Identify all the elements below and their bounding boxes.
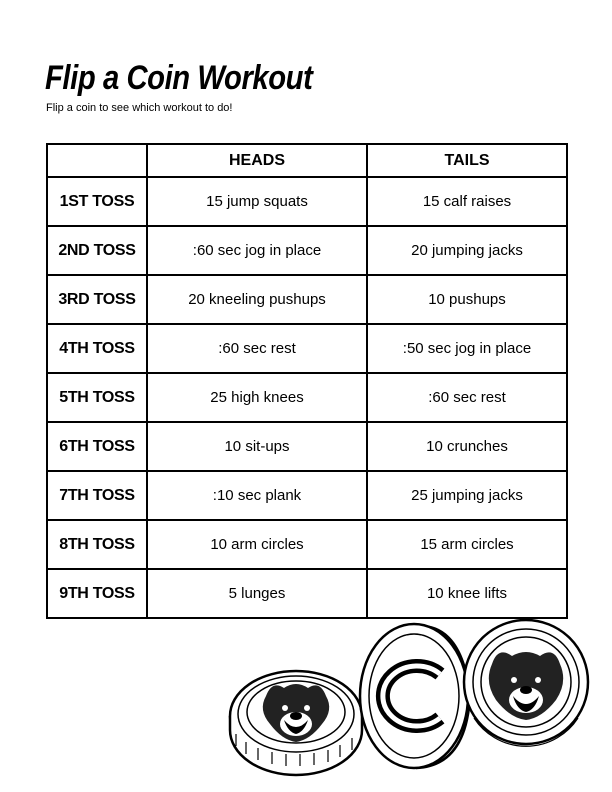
toss-label: 2ND TOSS — [47, 226, 147, 275]
toss-label: 5TH TOSS — [47, 373, 147, 422]
heads-cell: :60 sec rest — [147, 324, 367, 373]
heads-cell: 10 arm circles — [147, 520, 367, 569]
bear-coin-left — [230, 671, 362, 775]
tails-cell: 20 jumping jacks — [367, 226, 567, 275]
table-row — [47, 471, 567, 520]
heads-cell: 15 jump squats — [147, 177, 367, 226]
table-row — [47, 275, 567, 324]
coins-illustration — [226, 606, 606, 786]
heads-cell: :60 sec jog in place — [147, 226, 367, 275]
header-heads: HEADS — [147, 144, 367, 177]
table-row — [47, 373, 567, 422]
table-row — [47, 520, 567, 569]
table-row — [47, 177, 567, 226]
tails-cell: 10 crunches — [367, 422, 567, 471]
tails-cell: :50 sec jog in place — [367, 324, 567, 373]
page-subtitle: Flip a coin to see which workout to do! — [46, 102, 233, 114]
heads-cell: 20 kneeling pushups — [147, 275, 367, 324]
tails-cell: 10 pushups — [367, 275, 567, 324]
toss-label: 6TH TOSS — [47, 422, 147, 471]
toss-label: 9TH TOSS — [47, 569, 147, 618]
toss-label: 1ST TOSS — [47, 177, 147, 226]
tails-cell: 10 knee lifts — [367, 569, 567, 618]
page-title: Flip a Coin Workout — [45, 59, 313, 97]
table-row — [47, 226, 567, 275]
table-header-row — [47, 144, 567, 177]
tails-cell: 25 jumping jacks — [367, 471, 567, 520]
heads-cell: 25 high knees — [147, 373, 367, 422]
table-row — [47, 324, 567, 373]
heads-cell: :10 sec plank — [147, 471, 367, 520]
toss-label: 3RD TOSS — [47, 275, 147, 324]
header-blank — [47, 144, 147, 177]
c-logo-coin — [360, 624, 470, 768]
table-row — [47, 422, 567, 471]
heads-cell: 5 lunges — [147, 569, 367, 618]
workout-table — [46, 143, 568, 619]
toss-label: 4TH TOSS — [47, 324, 147, 373]
tails-cell: 15 arm circles — [367, 520, 567, 569]
toss-label: 7TH TOSS — [47, 471, 147, 520]
bear-coin-right — [464, 620, 588, 746]
tails-cell: 15 calf raises — [367, 177, 567, 226]
heads-cell: 10 sit-ups — [147, 422, 367, 471]
header-tails: TAILS — [367, 144, 567, 177]
tails-cell: :60 sec rest — [367, 373, 567, 422]
toss-label: 8TH TOSS — [47, 520, 147, 569]
